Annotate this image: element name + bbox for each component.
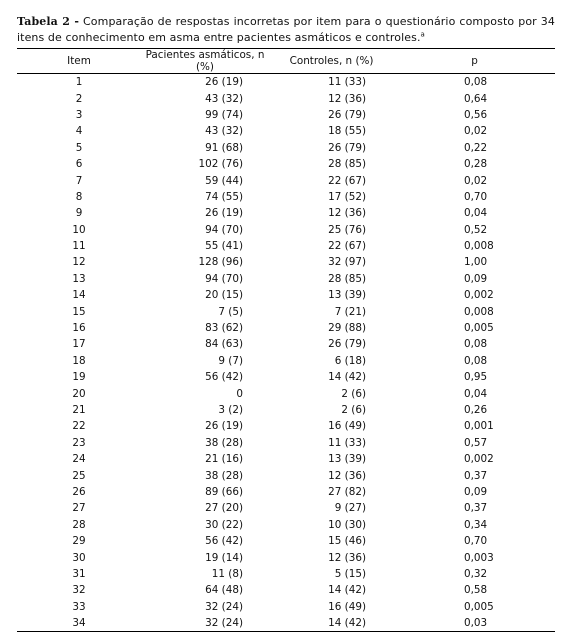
- table-row: [17, 123, 555, 139]
- cell-controls-value: 14 (42): [328, 371, 366, 384]
- cell-controls-value: 7 (21): [334, 305, 366, 318]
- table-row: [17, 287, 555, 303]
- cell-controls: [269, 467, 394, 483]
- table-row: [17, 353, 555, 369]
- table-row: [17, 336, 555, 352]
- cell-controls-value: 11 (33): [328, 436, 366, 449]
- cell-p: [394, 467, 555, 483]
- cell-controls: [269, 320, 394, 336]
- cell-p-value: 0,08: [464, 354, 488, 367]
- cell-item: 15: [72, 305, 86, 318]
- cell-controls: [269, 451, 394, 467]
- header-item: Item: [17, 49, 141, 74]
- cell-controls: [269, 189, 394, 205]
- cell-controls-value: 27 (82): [328, 485, 366, 498]
- cell-item: 9: [75, 207, 83, 220]
- cell-patients: [141, 549, 269, 565]
- cell-controls-value: 6 (18): [334, 354, 366, 367]
- cell-controls: [269, 533, 394, 549]
- table-row: [17, 533, 555, 549]
- cell-controls-value: 18 (55): [328, 125, 366, 138]
- cell-item: 22: [72, 420, 86, 433]
- cell-p: [394, 385, 555, 401]
- table-row: [17, 271, 555, 287]
- cell-controls-value: 26 (79): [328, 141, 366, 154]
- cell-item: 26: [72, 485, 86, 498]
- cell-patients-value: 21 (16): [205, 453, 243, 466]
- cell-controls-value: 11 (33): [328, 76, 366, 89]
- cell-p: [394, 517, 555, 533]
- cell-controls-value: 32 (97): [328, 256, 366, 269]
- cell-p: [394, 156, 555, 172]
- cell-item: 1: [75, 76, 83, 89]
- cell-patients-value: 56 (42): [205, 371, 243, 384]
- cell-controls-value: 29 (88): [328, 322, 366, 335]
- cell-item: 13: [72, 272, 86, 285]
- cell-patients-value: 27 (20): [205, 502, 243, 515]
- cell-patients-value: 89 (66): [205, 485, 243, 498]
- cell-controls-value: 13 (39): [328, 289, 366, 302]
- cell-patients: [141, 418, 269, 434]
- cell-item: 17: [72, 338, 86, 351]
- cell-controls-value: 22 (67): [328, 240, 366, 253]
- cell-patients: [141, 287, 269, 303]
- cell-patients: [141, 271, 269, 287]
- cell-controls: [269, 549, 394, 565]
- cell-patients-value: 11 (8): [211, 567, 243, 580]
- header-patients: Pacientes asmáticos, n (%): [141, 49, 269, 74]
- cell-patients-value: 55 (41): [205, 240, 243, 253]
- table-row: [17, 484, 555, 500]
- cell-patients-value: 20 (15): [205, 289, 243, 302]
- cell-patients: [141, 205, 269, 221]
- cell-patients-value: 64 (48): [205, 584, 243, 597]
- cell-controls-value: 26 (79): [328, 108, 366, 121]
- cell-p-value: 0,008: [464, 240, 494, 253]
- cell-p: [394, 107, 555, 123]
- table-row: [17, 254, 555, 270]
- cell-p-value: 0,58: [464, 584, 488, 597]
- table-row: [17, 140, 555, 156]
- cell-controls-value: 16 (49): [328, 600, 366, 613]
- cell-p-value: 0,002: [464, 453, 494, 466]
- cell-controls: [269, 140, 394, 156]
- cell-item: 23: [72, 436, 86, 449]
- cell-item: 14: [72, 289, 86, 302]
- cell-p-value: 1,00: [464, 256, 488, 269]
- table-row: [17, 418, 555, 434]
- cell-patients-value: 84 (63): [205, 338, 243, 351]
- cell-patients: [141, 402, 269, 418]
- cell-patients: [141, 484, 269, 500]
- cell-patients-value: 43 (32): [205, 92, 243, 105]
- cell-controls-value: 12 (36): [328, 551, 366, 564]
- cell-controls: [269, 402, 394, 418]
- cell-controls: [269, 287, 394, 303]
- cell-patients-value: 26 (19): [205, 76, 243, 89]
- cell-p: [394, 222, 555, 238]
- cell-controls-value: 17 (52): [328, 190, 366, 203]
- cell-controls: [269, 336, 394, 352]
- cell-controls-value: 10 (30): [328, 518, 366, 531]
- cell-p: [394, 320, 555, 336]
- cell-controls: [269, 385, 394, 401]
- cell-item: 6: [75, 158, 83, 171]
- cell-patients-value: 38 (28): [205, 436, 243, 449]
- cell-patients: [141, 615, 269, 632]
- cell-controls: [269, 156, 394, 172]
- cell-item: 2: [75, 92, 83, 105]
- cell-patients-value: 7 (5): [218, 305, 243, 318]
- cell-p-value: 0,04: [464, 207, 488, 220]
- table-row: [17, 303, 555, 319]
- cell-item: 29: [72, 535, 86, 548]
- cell-controls: [269, 353, 394, 369]
- table-row: [17, 451, 555, 467]
- cell-controls: [269, 172, 394, 188]
- cell-controls: [269, 599, 394, 615]
- cell-patients-value: 32 (24): [205, 600, 243, 613]
- cell-patients-value: 94 (70): [205, 223, 243, 236]
- cell-patients-value: 32 (24): [205, 617, 243, 630]
- cell-item: 16: [72, 322, 86, 335]
- cell-item: 31: [72, 567, 86, 580]
- cell-p: [394, 533, 555, 549]
- cell-controls: [269, 90, 394, 106]
- cell-controls: [269, 222, 394, 238]
- cell-patients-value: 83 (62): [205, 322, 243, 335]
- cell-patients: [141, 353, 269, 369]
- cell-patients-value: 91 (68): [205, 141, 243, 154]
- cell-item: 32: [72, 584, 86, 597]
- cell-p-value: 0,09: [464, 272, 488, 285]
- cell-patients: [141, 140, 269, 156]
- cell-patients-value: 26 (19): [205, 207, 243, 220]
- cell-p: [394, 500, 555, 516]
- cell-controls-value: 2 (6): [341, 404, 366, 416]
- cell-p: [394, 172, 555, 188]
- cell-controls: [269, 566, 394, 582]
- table-row: [17, 222, 555, 238]
- cell-patients-value: 56 (42): [205, 535, 243, 548]
- cell-controls-value: 14 (42): [328, 617, 366, 630]
- cell-patients: [141, 74, 269, 91]
- cell-item: 34: [17, 615, 141, 632]
- cell-p: [394, 418, 555, 434]
- caption-footnote-mark: a: [420, 30, 425, 39]
- cell-controls-value: 2 (6): [341, 387, 366, 400]
- cell-p-value: 0,56: [464, 108, 488, 121]
- table-row: [17, 549, 555, 565]
- cell-p: [394, 205, 555, 221]
- table-row: [17, 205, 555, 221]
- cell-p: [394, 566, 555, 582]
- cell-p: [394, 369, 555, 385]
- header-controls: Controles, n (%): [269, 49, 394, 74]
- cell-p-value: 0,005: [464, 600, 494, 613]
- cell-patients-value: 99 (74): [205, 108, 243, 121]
- cell-controls-value: 14 (42): [328, 584, 366, 597]
- cell-patients: [141, 500, 269, 516]
- cell-patients: [141, 123, 269, 139]
- cell-p-value: 0,34: [464, 518, 488, 531]
- cell-patients-value: 30 (22): [205, 518, 243, 531]
- cell-controls-value: 12 (36): [328, 469, 366, 482]
- cell-p: [394, 254, 555, 270]
- cell-p-value: 0,26: [464, 404, 488, 416]
- cell-patients: [141, 369, 269, 385]
- cell-patients: [141, 303, 269, 319]
- cell-p: [394, 287, 555, 303]
- table-row: [17, 402, 555, 418]
- cell-controls: [269, 484, 394, 500]
- cell-item: 11: [72, 240, 86, 253]
- cell-p: [394, 582, 555, 598]
- table-row: [17, 615, 555, 632]
- cell-patients-value: 9 (7): [218, 354, 243, 367]
- cell-patients: [141, 533, 269, 549]
- cell-item: 12: [72, 256, 86, 269]
- cell-patients-value: 102 (76): [198, 158, 243, 171]
- cell-patients: [141, 320, 269, 336]
- cell-patients: [141, 172, 269, 188]
- cell-patients: [141, 222, 269, 238]
- cell-controls-value: 9 (27): [334, 502, 366, 515]
- cell-p: [394, 435, 555, 451]
- cell-patients-value: 0: [236, 387, 243, 400]
- cell-controls-value: 12 (36): [328, 92, 366, 105]
- cell-item: 8: [75, 190, 83, 203]
- cell-patients: [141, 435, 269, 451]
- table-row: [17, 566, 555, 582]
- cell-p: [394, 484, 555, 500]
- table-row: [17, 517, 555, 533]
- cell-patients: [141, 156, 269, 172]
- cell-controls: [269, 74, 394, 91]
- cell-p: [394, 189, 555, 205]
- cell-p: [394, 271, 555, 287]
- cell-controls-value: 13 (39): [328, 453, 366, 466]
- cell-p-value: 0,008: [464, 305, 494, 318]
- cell-p-value: 0,70: [464, 190, 488, 203]
- cell-item: 7: [75, 174, 83, 187]
- cell-p-value: 0,64: [464, 92, 488, 105]
- cell-controls: [269, 500, 394, 516]
- table-row: [17, 90, 555, 106]
- cell-controls: [269, 418, 394, 434]
- cell-patients-value: 43 (32): [205, 125, 243, 138]
- table-row: [17, 599, 555, 615]
- cell-item: 5: [75, 141, 83, 154]
- cell-controls: [269, 582, 394, 598]
- cell-p-value: 0,52: [464, 223, 488, 236]
- cell-patients: [141, 336, 269, 352]
- cell-item: 24: [72, 453, 86, 466]
- cell-p: [394, 74, 555, 91]
- table-row: [17, 107, 555, 123]
- header-row: [17, 49, 555, 74]
- cell-p-value: 0,02: [464, 125, 488, 138]
- cell-patients: [141, 254, 269, 270]
- cell-controls: [269, 107, 394, 123]
- cell-controls: [269, 205, 394, 221]
- cell-p-value: 0,08: [464, 338, 488, 351]
- cell-p-value: 0,32: [464, 567, 488, 580]
- cell-patients: [141, 582, 269, 598]
- cell-patients-value: 94 (70): [205, 272, 243, 285]
- cell-controls-value: 22 (67): [328, 174, 366, 187]
- cell-patients-value: 19 (14): [205, 551, 243, 564]
- cell-item: 33: [72, 600, 86, 613]
- cell-patients-value: 74 (55): [205, 190, 243, 203]
- cell-p: [394, 336, 555, 352]
- cell-controls-value: 26 (79): [328, 338, 366, 351]
- cell-patients-value: 59 (44): [205, 174, 243, 187]
- table-row: [17, 74, 555, 91]
- cell-item: 25: [72, 469, 86, 482]
- cell-p: [394, 353, 555, 369]
- cell-item: 27: [72, 502, 86, 515]
- header-p: p: [394, 49, 555, 74]
- cell-controls-value: 12 (36): [328, 207, 366, 220]
- cell-p-value: 0,08: [464, 76, 488, 89]
- cell-p-value: 0,28: [464, 158, 488, 171]
- cell-p-value: 0,57: [464, 436, 488, 449]
- cell-p: [394, 123, 555, 139]
- cell-p: [394, 140, 555, 156]
- cell-p: [394, 238, 555, 254]
- table-row: [17, 467, 555, 483]
- cell-patients: [141, 451, 269, 467]
- cell-patients: [141, 90, 269, 106]
- cell-patients: [141, 467, 269, 483]
- table-row: [17, 500, 555, 516]
- cell-controls-value: 5 (15): [334, 567, 366, 580]
- cell-item: 21: [72, 404, 86, 416]
- cell-controls: [269, 238, 394, 254]
- cell-controls-value: 25 (76): [328, 223, 366, 236]
- table-row: [17, 238, 555, 254]
- cell-p-value: 0,005: [464, 322, 494, 335]
- cell-controls: [269, 369, 394, 385]
- cell-controls: [269, 303, 394, 319]
- cell-patients-value: 3 (2): [218, 404, 243, 416]
- cell-item: 30: [72, 551, 86, 564]
- cell-controls-value: 28 (85): [328, 272, 366, 285]
- cell-p-value: 0,03: [464, 617, 488, 630]
- cell-patients: [141, 107, 269, 123]
- cell-controls-value: 28 (85): [328, 158, 366, 171]
- table-row: [17, 435, 555, 451]
- cell-p: [394, 90, 555, 106]
- cell-controls: [269, 517, 394, 533]
- cell-p-value: 0,22: [464, 141, 488, 154]
- cell-item: 3: [75, 108, 83, 121]
- table-row: [17, 320, 555, 336]
- cell-p-value: 0,02: [464, 174, 488, 187]
- cell-patients: [141, 517, 269, 533]
- cell-item: 10: [72, 223, 86, 236]
- cell-controls-value: 15 (46): [328, 535, 366, 548]
- cell-p-value: 0,37: [464, 502, 488, 515]
- cell-p-value: 0,001: [464, 420, 494, 433]
- cell-controls-value: 16 (49): [328, 420, 366, 433]
- cell-p: [394, 402, 555, 418]
- cell-controls: [269, 123, 394, 139]
- cell-p-value: 0,95: [464, 371, 488, 384]
- cell-patients-value: 128 (96): [198, 256, 243, 269]
- table-row: [17, 385, 555, 401]
- cell-patients: [141, 385, 269, 401]
- cell-item: 28: [72, 518, 86, 531]
- cell-p-value: 0,002: [464, 289, 494, 302]
- table-caption: [17, 14, 555, 46]
- cell-p: [394, 599, 555, 615]
- cell-p: [394, 303, 555, 319]
- cell-p-value: 0,09: [464, 485, 488, 498]
- data-table: [17, 48, 555, 632]
- cell-controls: [269, 271, 394, 287]
- cell-item: 4: [75, 125, 83, 138]
- cell-patients: [141, 599, 269, 615]
- cell-patients: [141, 238, 269, 254]
- table-row: [17, 172, 555, 188]
- cell-controls: [269, 615, 394, 632]
- caption-text: Comparação de respostas incorretas por item para o questionário composto por 34 itens de conhecimento em asma entre pacientes asmáticos e controles.: [17, 15, 555, 44]
- cell-item: 19: [72, 371, 86, 384]
- table-row: [17, 369, 555, 385]
- cell-p-value: 0,04: [464, 387, 488, 400]
- cell-controls: [269, 435, 394, 451]
- cell-patients: [141, 189, 269, 205]
- table-body: [17, 74, 555, 632]
- cell-patients-value: 38 (28): [205, 469, 243, 482]
- cell-p: [394, 549, 555, 565]
- cell-p-value: 0,003: [464, 551, 494, 564]
- cell-controls: [269, 254, 394, 270]
- cell-item: 18: [72, 354, 86, 367]
- cell-patients: [141, 566, 269, 582]
- table-row: [17, 189, 555, 205]
- table-label: Tabela 2 -: [17, 15, 79, 28]
- cell-p-value: 0,70: [464, 535, 488, 548]
- cell-p: [394, 451, 555, 467]
- cell-p: [394, 615, 555, 632]
- cell-item: 20: [72, 387, 86, 400]
- cell-p-value: 0,37: [464, 469, 488, 482]
- cell-patients-value: 26 (19): [205, 420, 243, 433]
- table-row: [17, 582, 555, 598]
- table-row: [17, 156, 555, 172]
